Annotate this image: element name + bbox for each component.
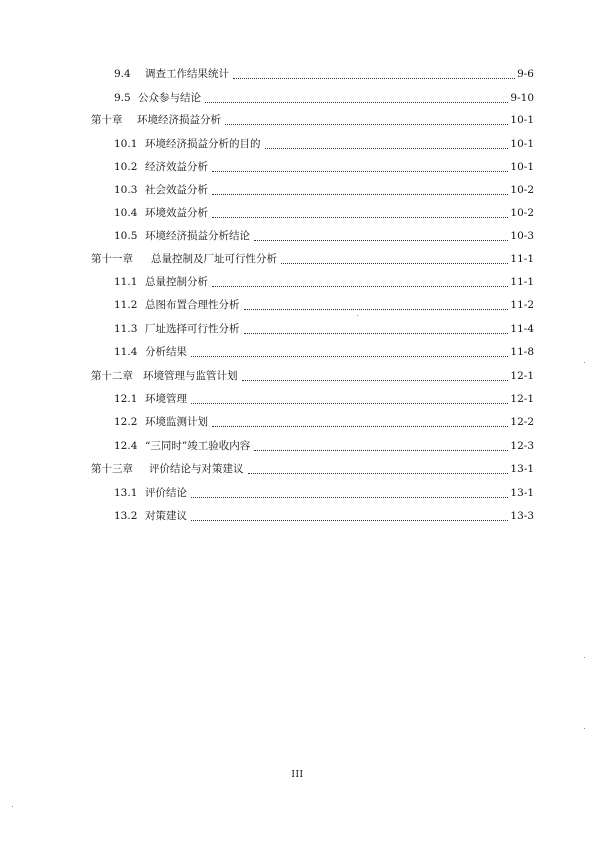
- toc-entry-page: 9-6: [517, 68, 534, 80]
- toc-entry-title: 环境管理: [145, 393, 187, 405]
- toc-chapter-12[interactable]: [91, 368, 534, 384]
- toc-entry-9-4[interactable]: [114, 66, 534, 82]
- toc-entry-page: 11-1: [510, 276, 534, 288]
- toc-chapter-title: 环境经济损益分析: [137, 114, 221, 126]
- dot-leader: [191, 520, 508, 521]
- dot-leader: [265, 148, 509, 149]
- toc-entry-10-5[interactable]: [114, 228, 534, 244]
- toc-entry-number: 9.4: [114, 68, 131, 80]
- scan-speck: [357, 315, 358, 316]
- dot-leader: [233, 78, 515, 79]
- toc-entry-number: 11.4: [114, 346, 138, 358]
- toc-entry-number: 12.2: [114, 416, 138, 428]
- toc-entry-title: 总量控制分析: [145, 276, 208, 288]
- toc-entry-title: 环境经济损益分析的目的: [145, 138, 261, 150]
- toc-entry-title: 总图布置合理性分析: [145, 299, 240, 311]
- dot-leader: [212, 171, 508, 172]
- toc-entry-10-3[interactable]: [114, 182, 534, 198]
- toc-entry-page: 11-2: [510, 299, 534, 311]
- dot-leader: [244, 333, 509, 334]
- toc-entry-10-4[interactable]: [114, 205, 534, 221]
- toc-entry-number: 11.2: [114, 299, 138, 311]
- toc-entry-title: 分析结果: [145, 346, 187, 358]
- toc-entry-title: 经济效益分析: [145, 161, 208, 173]
- toc-entry-page: 13-1: [510, 487, 534, 499]
- toc-entry-page: 13-1: [510, 463, 534, 475]
- toc-entry-title: 环境经济损益分析结论: [145, 230, 250, 242]
- toc-entry-number: 11.3: [114, 323, 138, 335]
- toc-entry-page: 11-4: [510, 323, 534, 335]
- toc-chapter-number: 第十三章: [91, 463, 133, 475]
- toc-entry-page: 11-8: [510, 346, 534, 358]
- dot-leader: [212, 286, 508, 287]
- toc-entry-page: 13-3: [510, 510, 534, 522]
- toc-entry-page: 11-1: [510, 253, 534, 265]
- dot-leader: [212, 426, 508, 427]
- toc-entry-10-1[interactable]: [114, 136, 534, 152]
- toc-entry-page: 10-3: [510, 230, 534, 242]
- toc-entry-title: 厂址选择可行性分析: [145, 323, 240, 335]
- dot-leader: [225, 124, 508, 125]
- toc-entry-title: 社会效益分析: [145, 184, 208, 196]
- page-number: III: [291, 770, 304, 780]
- dot-leader: [254, 450, 508, 451]
- toc-chapter-11[interactable]: [91, 251, 534, 267]
- toc-entry-number: 13.1: [114, 487, 138, 499]
- toc-entry-page: 10-1: [510, 138, 534, 150]
- toc-entry-11-1[interactable]: [114, 274, 534, 290]
- toc-entry-11-2[interactable]: [114, 297, 534, 313]
- toc-entry-13-2[interactable]: [114, 508, 534, 524]
- scan-speck: [584, 728, 585, 729]
- toc-entry-title: 公众参与结论: [138, 92, 201, 104]
- dot-leader: [191, 403, 508, 404]
- toc-chapter-13[interactable]: [91, 461, 534, 477]
- dot-leader: [244, 309, 509, 310]
- toc-chapter-number: 第十一章: [91, 253, 133, 265]
- toc-entry-title: “三同时”竣工验收内容: [145, 440, 251, 452]
- toc-chapter-10[interactable]: [91, 112, 534, 128]
- toc-entry-11-4[interactable]: [114, 344, 534, 360]
- dot-leader: [191, 356, 508, 357]
- toc-entry-number: 10.3: [114, 184, 138, 196]
- toc-chapter-title: 环境管理与监管计划: [143, 370, 238, 382]
- toc-entry-page: 12-2: [510, 416, 534, 428]
- toc-entry-page: 12-1: [510, 393, 534, 405]
- toc-entry-number: 10.5: [114, 230, 138, 242]
- toc-entry-number: 10.1: [114, 138, 138, 150]
- toc-entry-title: 对策建议: [145, 510, 187, 522]
- dot-leader: [191, 497, 508, 498]
- toc-entry-page: 10-1: [510, 161, 534, 173]
- toc-chapter-title: 评价结论与对策建议: [149, 463, 244, 475]
- toc-entry-10-2[interactable]: [114, 159, 534, 175]
- toc-entry-title: 环境监测计划: [145, 416, 208, 428]
- toc-entry-number: 13.2: [114, 510, 138, 522]
- scan-speck: [584, 362, 585, 363]
- toc-entry-13-1[interactable]: [114, 485, 534, 501]
- toc-entry-page: 10-1: [510, 114, 534, 126]
- dot-leader: [205, 102, 508, 103]
- toc-entry-number: 11.1: [114, 276, 138, 288]
- toc-entry-12-2[interactable]: [114, 414, 534, 430]
- toc-entry-title: 环境效益分析: [145, 207, 208, 219]
- dot-leader: [254, 240, 508, 241]
- toc-entry-number: 10.4: [114, 207, 138, 219]
- toc-entry-page: 9-10: [510, 92, 534, 104]
- toc-entry-title: 调查工作结果统计: [145, 68, 229, 80]
- toc-entry-11-3[interactable]: [114, 321, 534, 337]
- toc-entry-page: 10-2: [510, 207, 534, 219]
- toc-entry-9-5[interactable]: [114, 90, 534, 106]
- toc-entry-12-1[interactable]: [114, 391, 534, 407]
- toc-entry-number: 12.4: [114, 440, 138, 452]
- toc-chapter-number: 第十二章: [91, 370, 133, 382]
- dot-leader: [212, 194, 508, 195]
- scan-speck: [584, 657, 585, 658]
- dot-leader: [242, 380, 509, 381]
- toc-entry-number: 10.2: [114, 161, 138, 173]
- dot-leader: [248, 473, 509, 474]
- toc-chapter-number: 第十章: [91, 114, 123, 126]
- toc-entry-page: 10-2: [510, 184, 534, 196]
- toc-entry-number: 12.1: [114, 393, 138, 405]
- toc-entry-number: 9.5: [114, 92, 131, 104]
- toc-entry-12-4[interactable]: [114, 438, 534, 454]
- dot-leader: [281, 263, 508, 264]
- toc-entry-title: 评价结论: [145, 487, 187, 499]
- toc-entry-page: 12-1: [510, 370, 534, 382]
- toc-entry-page: 12-3: [510, 440, 534, 452]
- dot-leader: [212, 217, 508, 218]
- scan-speck: [12, 806, 13, 807]
- toc-chapter-title: 总量控制及厂址可行性分析: [151, 253, 277, 265]
